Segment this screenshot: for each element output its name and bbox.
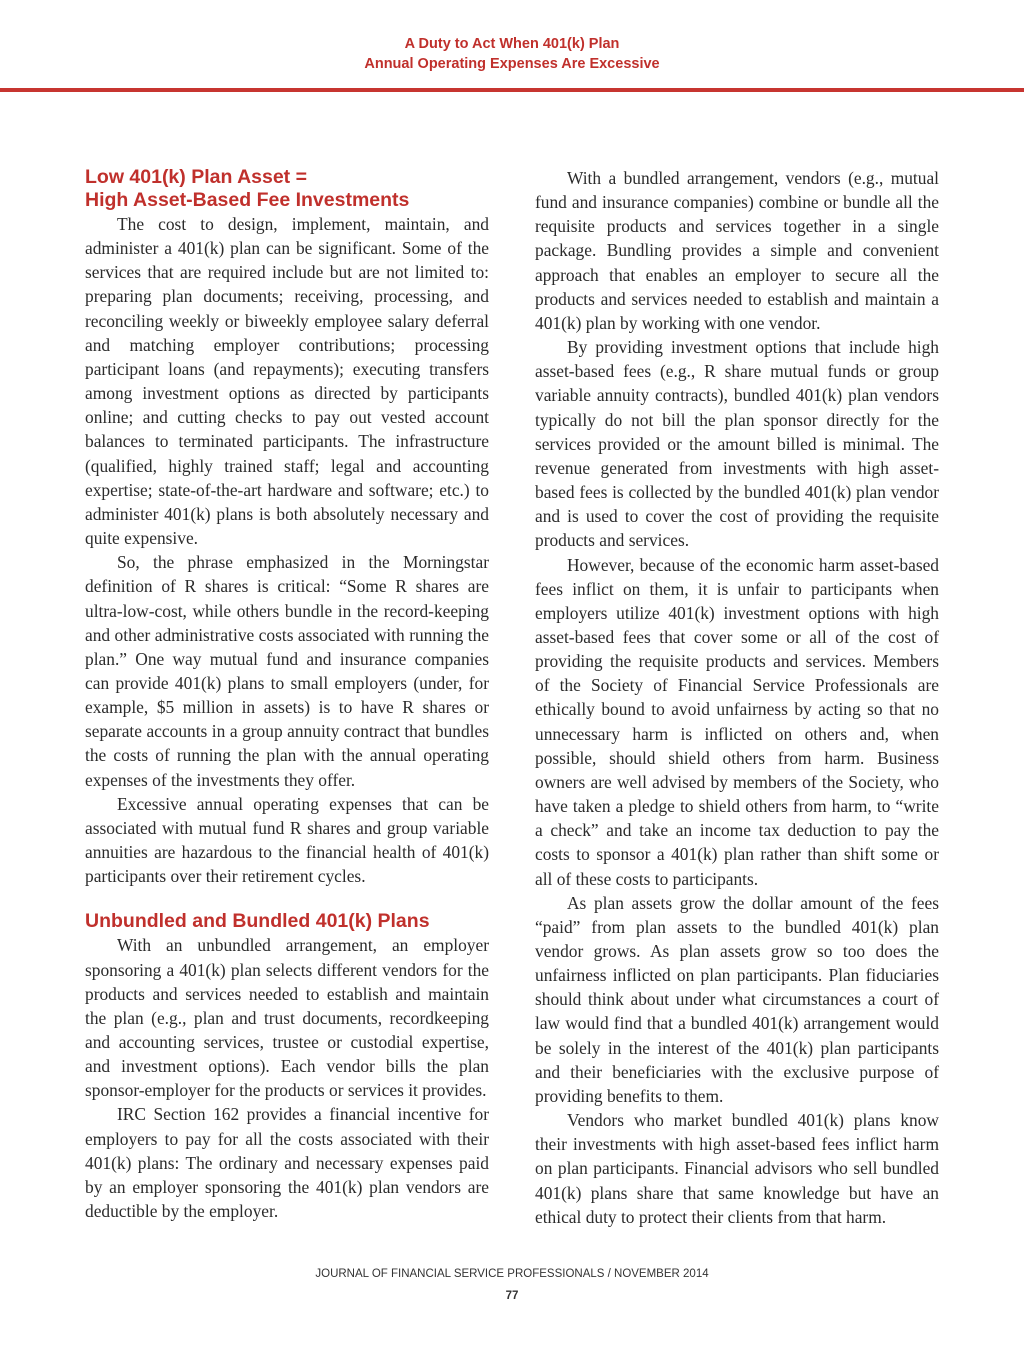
paragraph: Excessive annual operating expenses that can be associated with mutual fund R shares and group variable annuities are hazardous to the financial health of 401(k) participants over their retirement cycles.: [85, 793, 489, 887]
paragraph: IRC Section 162 provides a financial incentive for employers to pay for all the costs associated with their 401(k) plans: The ordinary and necessary expenses paid by an employer sponsoring the 401(k) plan vendors are deductible by the employer.: [85, 1104, 489, 1222]
header-line-1: A Duty to Act When 401(k) Plan: [404, 36, 620, 52]
heading-line-2: High Asset-Based Fee Investments: [85, 189, 410, 211]
journal-footer: JOURNAL OF FINANCIAL SERVICE PROFESSIONALS / NOVEMBER 2014: [315, 1268, 709, 1280]
paragraph: Vendors who market bundled 401(k) plans know their investments with high asset-based fees inflict harm on plan participants. Financial advisors who sell bundled 401(k) plans share that same knowledge but have an ethical duty to protect their clients from that harm.: [535, 1110, 939, 1227]
section-heading-bundled: Unbundled and Bundled 401(k) Plans: [85, 910, 430, 933]
paragraph: As plan assets grow the dollar amount of the fees “paid” from plan assets to the bundled 401(k) plan vendor grows. As plan assets grow so too does the unfairness inflicted on plan participants. Plan fiduciaries should think about under what circumstances a court of law would find that a bundled 401(k) arrangement would be solely in the interest of the 401(k) plan participants and their beneficiaries with the exclusive purpose of providing benefits to them.: [535, 892, 939, 1106]
page-number: 77: [505, 1290, 519, 1302]
paragraph: By providing investment options that include high asset-based fees (e.g., R share mutual funds or group variable annuity contracts), bundled 401(k) plan vendors typically do not bill the plan sponsor directly for the services provided or the amount billed is minimal. The revenue generated from investments with high asset-based fees is collected by the bundled 401(k) plan vendor and is used to cover the cost of providing the requisite products and services.: [535, 337, 939, 551]
section-heading-low-asset: [85, 166, 489, 212]
paragraph: So, the phrase emphasized in the Morningstar definition of R shares is critical: “Some R shares are ultra-low-cost, while others bundle in the record-keeping and other administrative costs associated with running the plan.” One way mutual fund and insurance companies can provide 401(k) plans to small employers (under, for example, $5 million in assets) is to have R shares or separate accounts in a group annuity contract that bundles the costs of running the plan with the annual operating expenses of the investments they offer.: [85, 552, 489, 790]
paragraph: With an unbundled arrangement, an employer sponsoring a 401(k) plan selects different vendors for the products and services needed to establish and maintain the plan (e.g., plan and trust documents, recordkeeping and accounting services, trustee or custodial expertise, and investment options). Each vendor bills the plan sponsor-employer for the products or services it provides.: [85, 935, 489, 1101]
header-line-2: Annual Operating Expenses Are Excessive: [364, 56, 660, 72]
running-header: [0, 34, 1024, 74]
paragraph: The cost to design, implement, maintain, and administer a 401(k) plan can be significant. Some of the services that are required include but are not limited to: preparing plan documents; receiving, processing, and reconciling weekly or biweekly employee salary deferral and matching employer contributions; processing participant loans (and repayments); executing transfers among investment options as directed by participants online; and cutting checks to pay out vested account balances to terminated participants. The infrastructure (qualified, highly trained staff; legal and accounting expertise; state-of-the-art hardware and software; etc.) to administer 401(k) plans is both absolutely necessary and quite expensive.: [85, 214, 489, 549]
header-rule: [0, 88, 1024, 92]
paragraph: With a bundled arrangement, vendors (e.g., mutual fund and insurance companies) combine or bundle all the requisite products and services together in a single package. Bundling provides a simple and convenient approach that enables an employer to secure all the products and services needed to establish and maintain a 401(k) plan by working with one vendor.: [535, 168, 939, 333]
paragraph: However, because of the economic harm asset-based fees inflict on them, it is unfair to participants when employers utilize 401(k) investment options with high asset-based fees that cover some or all of the cost of providing the requisite products and services. Members of the Society of Financial Service Professionals are ethically bound to avoid unfairness by acting so that no unnecessary harm is inflicted on others and, when possible, should shield others from harm. Business owners are well advised by members of the Society, who have taken a pledge to shield others from harm, to “write a check” and take an income tax deduction to pay the costs to sponsor a 401(k) plan rather than shift some or all of these costs to participants.: [535, 554, 939, 889]
left-column: [85, 166, 489, 1223]
right-column: [535, 166, 939, 1229]
heading-line-1: Low 401(k) Plan Asset =: [85, 166, 307, 188]
